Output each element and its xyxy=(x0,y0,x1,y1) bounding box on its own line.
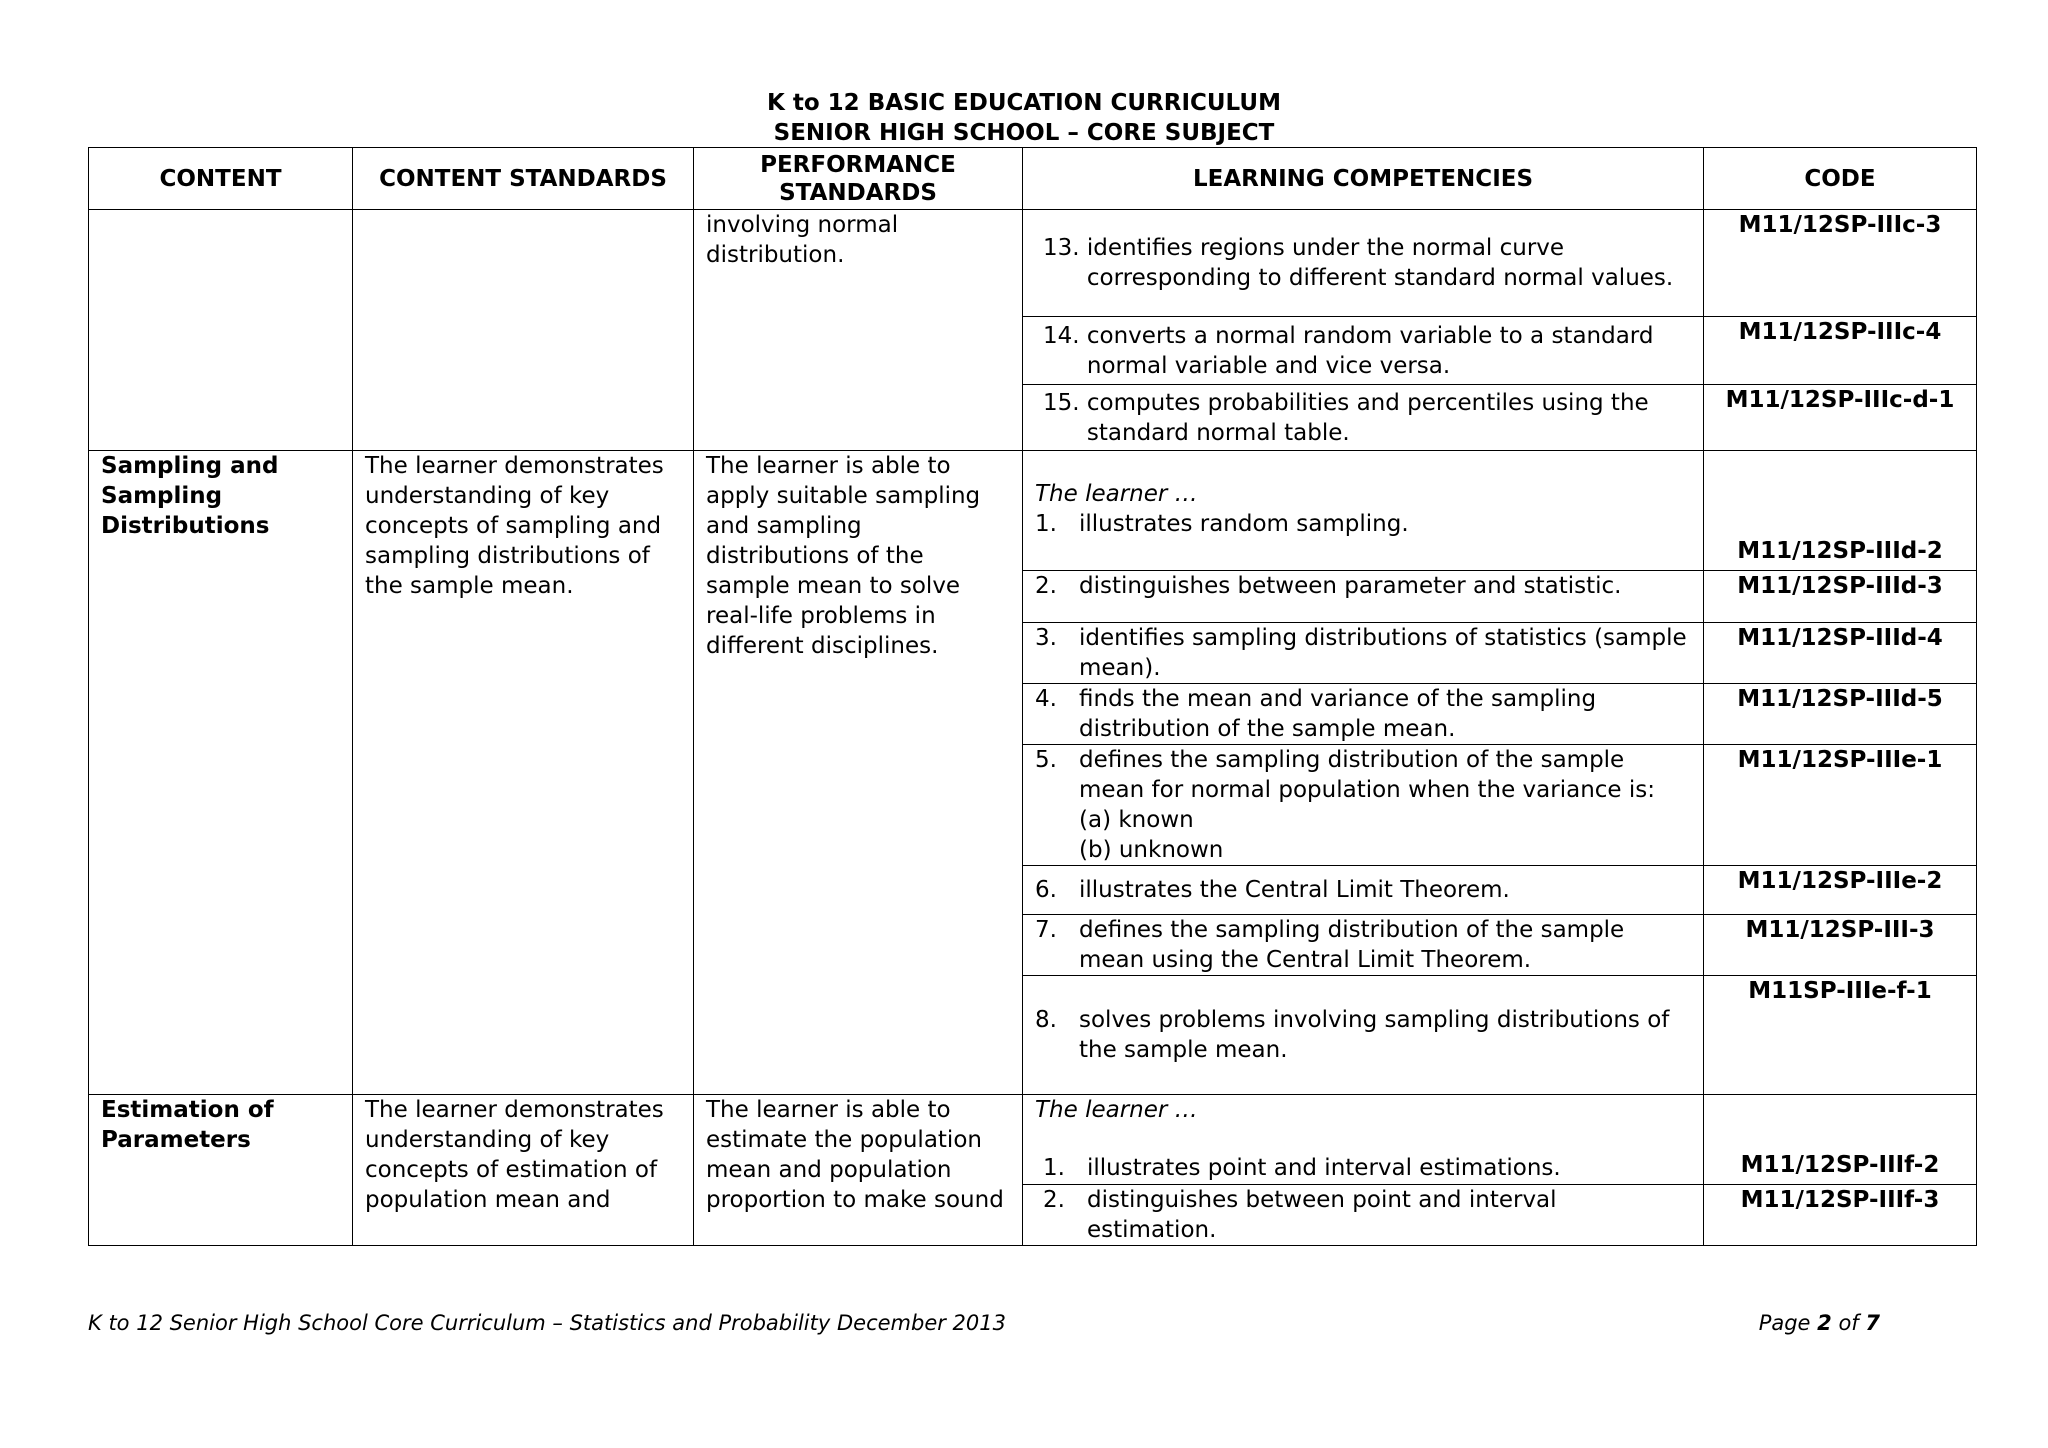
code-cell: M11/12SP-IIId-2 xyxy=(1704,451,1977,571)
page-total: 7 xyxy=(1865,1311,1880,1335)
competency-cell xyxy=(1023,745,1704,866)
competency-text: identifies sampling distributions of statistics (sample mean). xyxy=(1079,625,1687,681)
competency-text: finds the mean and variance of the sampling distribution of the sample mean. xyxy=(1079,686,1597,742)
content-standard-text: The learner demonstrates understanding of key concepts of estimation of population mean and xyxy=(365,1097,664,1213)
competency-text: illustrates the Central Limit Theorem. xyxy=(1079,877,1510,903)
competency-cell xyxy=(1023,317,1704,385)
table-row xyxy=(89,210,1977,317)
footer-page-number xyxy=(1759,1310,1880,1336)
content-standard-text: The learner demonstrates understanding of key concepts of sampling and sampling distributions of the sample mean. xyxy=(365,453,664,599)
competency-cell xyxy=(1023,976,1704,1095)
page-current: 2 xyxy=(1817,1311,1832,1335)
learner-intro: The learner … xyxy=(1035,1097,1198,1123)
competency-sub-item: (b) unknown xyxy=(1079,837,1224,863)
content-standard-cell xyxy=(353,210,694,451)
code-cell: M11/12SP-IIId-5 xyxy=(1704,684,1977,745)
code-cell: M11/12SP-IIIe-2 xyxy=(1704,866,1977,915)
table-row xyxy=(89,451,1977,571)
competency-number: 7. xyxy=(1035,917,1057,943)
competency-number: 1. xyxy=(1043,1155,1065,1181)
competency-text: distinguishes between parameter and statistic. xyxy=(1079,573,1622,599)
performance-standard-text: The learner is able to apply suitable sampling and sampling distributions of the sample mean to solve real-life problems in different disciplines. xyxy=(706,453,981,659)
competency-cell xyxy=(1023,623,1704,684)
competency-number: 5. xyxy=(1035,747,1057,773)
competency-text: distinguishes between point and interval estimation. xyxy=(1087,1187,1557,1243)
competency-number: 13. xyxy=(1043,235,1080,261)
document-subtitle: SENIOR HIGH SCHOOL – CORE SUBJECT xyxy=(773,120,1275,146)
performance-standard-cell xyxy=(694,210,1023,451)
column-header-content-standards: CONTENT STANDARDS xyxy=(353,148,694,210)
column-header-performance-standards: PERFORMANCE STANDARDS xyxy=(694,148,1023,210)
competency-number: 2. xyxy=(1043,1187,1065,1213)
content-topic: Sampling and Sampling Distributions xyxy=(101,453,279,539)
code-cell: M11/12SP-IIIc-3 xyxy=(1704,210,1977,317)
code-cell: M11/12SP-IIId-3 xyxy=(1704,571,1977,623)
competency-cell xyxy=(1023,1185,1704,1246)
performance-standard-text: The learner is able to estimate the population mean and population proportion to make sound xyxy=(706,1097,1004,1213)
column-header-learning-competencies: LEARNING COMPETENCIES xyxy=(1023,148,1704,210)
table-row xyxy=(89,1095,1977,1185)
competency-text: illustrates random sampling. xyxy=(1079,511,1409,537)
footer-document-info: K to 12 Senior High School Core Curriculum – Statistics and Probability December 2013 xyxy=(88,1311,1006,1335)
competency-cell xyxy=(1023,684,1704,745)
competency-number: 2. xyxy=(1035,573,1057,599)
document-title: K to 12 BASIC EDUCATION CURRICULUM xyxy=(767,90,1281,116)
competency-number: 4. xyxy=(1035,686,1057,712)
page-of-label: of xyxy=(1831,1311,1866,1335)
column-header-content: CONTENT xyxy=(89,148,353,210)
performance-standard-cell xyxy=(694,1095,1023,1246)
curriculum-table xyxy=(88,147,1977,1246)
content-cell xyxy=(89,1095,353,1246)
competency-number: 3. xyxy=(1035,625,1057,651)
competency-sub-item: (a) known xyxy=(1079,807,1194,833)
competency-number: 6. xyxy=(1035,877,1057,903)
competency-text: converts a normal random variable to a standard normal variable and vice versa. xyxy=(1086,322,1654,379)
competency-text: illustrates point and interval estimations. xyxy=(1087,1155,1561,1181)
competency-cell xyxy=(1023,866,1704,915)
content-cell xyxy=(89,210,353,451)
competency-text: defines the sampling distribution of the sample mean for normal population when the variance is: xyxy=(1079,747,1656,803)
code-cell: M11/12SP-IIId-4 xyxy=(1704,623,1977,684)
code-cell: M11/12SP-IIIf-2 xyxy=(1704,1095,1977,1185)
competency-text: defines the sampling distribution of the sample mean using the Central Limit Theorem. xyxy=(1079,917,1625,973)
code-cell: M11/12SP-IIIc-4 xyxy=(1704,317,1977,385)
competency-text: solves problems involving sampling distributions of the sample mean. xyxy=(1079,1007,1670,1063)
content-cell xyxy=(89,451,353,1095)
competency-number: 14. xyxy=(1043,322,1080,349)
competency-cell xyxy=(1023,915,1704,976)
competency-text: identifies regions under the normal curve corresponding to different standard normal values. xyxy=(1086,235,1674,291)
code-cell: M11/12SP-IIIc-d-1 xyxy=(1704,385,1977,451)
learner-intro: The learner … xyxy=(1035,481,1198,507)
content-standard-cell xyxy=(353,451,694,1095)
performance-standard-cell xyxy=(694,451,1023,1095)
competency-cell xyxy=(1023,451,1704,571)
page-label: Page xyxy=(1758,1311,1818,1335)
competency-number: 1. xyxy=(1035,511,1057,537)
competency-cell xyxy=(1023,210,1704,317)
column-header-code: CODE xyxy=(1704,148,1977,210)
table-header-row xyxy=(89,148,1977,210)
performance-standard-text: involving normal distribution. xyxy=(706,212,899,268)
code-cell: M11/12SP-IIIe-1 xyxy=(1704,745,1977,866)
competency-number: 15. xyxy=(1043,389,1080,416)
content-topic: Estimation of Parameters xyxy=(101,1097,274,1153)
code-cell: M11/12SP-IIIf-3 xyxy=(1704,1185,1977,1246)
competency-cell xyxy=(1023,571,1704,623)
content-standard-cell xyxy=(353,1095,694,1246)
competency-cell xyxy=(1023,1095,1704,1185)
competency-cell xyxy=(1023,385,1704,451)
competency-number: 8. xyxy=(1035,1007,1057,1033)
code-cell: M11SP-IIIe-f-1 xyxy=(1704,976,1977,1095)
competency-text: computes probabilities and percentiles using the standard normal table. xyxy=(1086,389,1649,446)
code-cell: M11/12SP-III-3 xyxy=(1704,915,1977,976)
